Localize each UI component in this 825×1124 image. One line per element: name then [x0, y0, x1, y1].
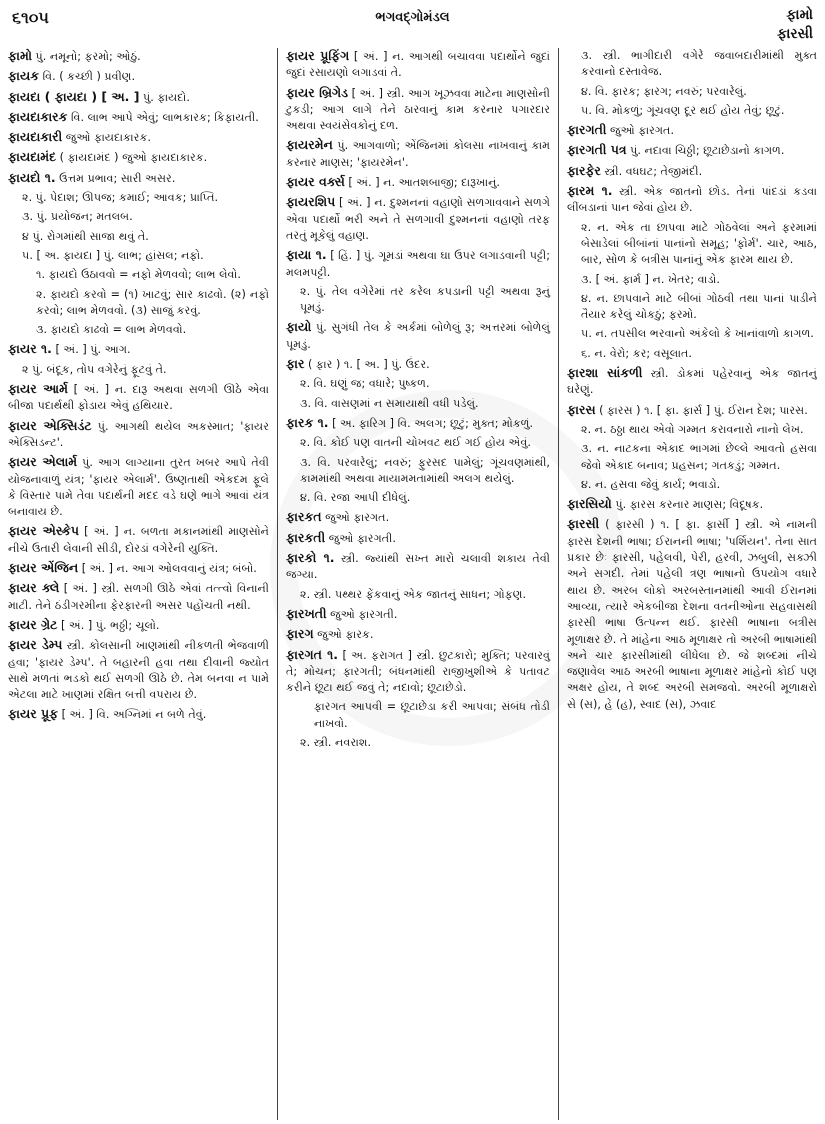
- entry-headword: ફાયો: [286, 319, 312, 335]
- dictionary-entry: [286, 455, 550, 488]
- entry-headword: ફાયદાકારી: [8, 129, 63, 145]
- entry-headword: ફાયર ૧.: [8, 341, 52, 357]
- entry-definition: જુઓ ફારક.: [313, 628, 374, 642]
- entry-definition: જુઓ ફારગતી.: [325, 531, 396, 545]
- dictionary-entry: [286, 550, 550, 584]
- dictionary-entry: [8, 109, 269, 126]
- entry-definition: ૫. ન. તપસીલ ભરવાનો અંકેલો કે ખાનાંવાળો કાગળ.: [581, 327, 814, 341]
- entry-definition: પું. ફારસ કરનાર માણસ; વિદૂષક.: [611, 498, 764, 512]
- entry-definition: ૩. વિ. વાસણમાં ન સમાયાથી વધી પડેલું.: [300, 396, 479, 410]
- entry-definition: [ અં. ] ન. આગથી બચાવવા પદાર્થોને જુદાં જુદાં રસાયણો લગાડવાં તે.: [286, 50, 550, 80]
- dictionary-entry: [8, 129, 269, 146]
- entry-definition: [ અં. ] સ્ત્રી. આગ ખૂઝવવા માટેના માણસોની ટુકડી; આગ લાગે તેને ઠારવાનું કામ કરનાર પગારદાર અથવા સ્વયંસેવકોનું દળ.: [286, 86, 550, 133]
- dictionary-entry: [567, 220, 817, 269]
- dictionary-entry: [567, 291, 817, 324]
- entry-headword: ફાયર ડેમ્પ: [8, 637, 63, 653]
- entry-definition: ૩. સ્ત્રી. ભાગીદારી વગેરે જવાબદારીમાંથી મુક્ત કરવાનો દસ્તાવેજ.: [581, 49, 817, 79]
- dictionary-entry: [286, 490, 550, 506]
- dictionary-entry: [567, 326, 817, 342]
- entry-definition: પું. નદાવા ચિઠ્ઠી; છૂટાછેડાનો કાગળ.: [626, 144, 785, 158]
- dictionary-entry: [286, 356, 550, 373]
- entry-definition: ૩. [ અં. ફાર્મ ] ન. ખેતર; વાડો.: [581, 272, 720, 286]
- entry-definition: સ્ત્રી. કોલસાની ખાણમાંથી નીકળતી ભેજવાળી હવા; 'ફાયર ડેમ્પ'. તે બહારની હવા તથા દીવાની જ્યોત સાથે મળતાં ભડકો થઈ સળગી ઊઠે છે. તેમ બનવા ન પામે એટલા માટે ખાણમાં રક્ષિત બત્તી વપરાય છે.: [8, 639, 270, 702]
- dictionary-entry: [567, 122, 817, 139]
- entry-headword: ફાયર પ્રૂફિંગ: [286, 48, 350, 63]
- entry-headword: ફાયરમેન: [286, 137, 333, 153]
- dictionary-entry: [8, 580, 269, 614]
- entry-definition: [ અં. ] સ્ત્રી. સળગી ઊઠે એવાં તત્ત્વો વિનાની માટી. તેને ઠંડીગરમીના ફેરફારની અસર પહોંચતી નથી.: [8, 582, 269, 612]
- entry-headword: ફાયા ૧.: [286, 247, 327, 263]
- entry-definition: પું. નમૂનો; ફરમો; ઓઠું.: [31, 50, 141, 63]
- entry-headword: ફારગત ૧.: [286, 646, 338, 662]
- dictionary-entry: [567, 365, 817, 399]
- entry-definition: [ અં. ] ન. દુશ્મનનાં વહાણો સળગાવવાને સળગે એવા પદાર્થો ભરી અને તે સળગાવી દુશ્મનનાં વહાણો તરફ તરતું મૂકેલું વહાણ.: [286, 196, 550, 242]
- entry-definition: ( ફારસી ) ૧. [ ફા. ફાર્સી ] સ્ત્રી. એ નામની ફારસ દેશની ભાષા; ઈરાનની ભાષા; 'પર્શિયન'. તેના સાત પ્રકાર છેઃ ફારસી, પહેલવી, પેરી, હરવી, ઝબુલી, સક્ઝી અને સગદી. તેમાં પહેલી ત્રણ ભાષાનો ઉપયોગ વધારે થાય છે. અરબ લોકો અરબસ્તાનમાંથી આવી ઈરાનમાં આવ્યા, ત્યારે એકબીજા દેશના વતનીઓના સહવાસથી ફારસી ભાષા ઉત્પન્ન થઈ. ફારસી ભાષાના બત્રીસ મૂળાક્ષર છે. તે માંહેના આઠ મૂળાક્ષર તો અરબી ભાષામાંથી અને ચાર ફારસીમાંથી લીધેલા છે. જે શબ્દમાં નીચે જણાવેલ આઠ અરબી ભાષાના મૂળાક્ષર માંહેનો કોઈ પણ અક્ષર હોય, તે શબ્દ અરબી સમજવો. અરબી મૂળાક્ષરો સે (સ), હે (હ), સ્વાદ (સ), ઝવાદ: [567, 518, 817, 711]
- dictionary-entry: [8, 454, 269, 520]
- entry-definition: ૨. પું. તેલ વગેરેમાં તર કરેલ કપડાની પટ્ટી અથવા રૂનું પૂમડું.: [300, 284, 550, 315]
- entry-headword: ફાયર એસ્કેપ: [8, 523, 79, 539]
- entry-headword: ફામો: [8, 48, 32, 63]
- dictionary-entry: [567, 346, 817, 362]
- entry-definition: પું. સુગંધી તેલ કે અર્કમાં બોળેલું રૂ; અત્તરમાં બોળેલું પૂમડું.: [286, 321, 550, 351]
- dictionary-entry: [286, 284, 550, 317]
- entry-definition: [ અં. ] પું. આગ.: [51, 343, 131, 357]
- entry-definition: ૩. પું. પ્રયોજન; મતલબ.: [22, 210, 133, 224]
- dictionary-entry: [8, 362, 269, 378]
- entry-definition: [ અં. ] વિ. અગ્નિમાં ન બળે તેવું.: [58, 708, 207, 722]
- entry-headword: ફાયર બ્રિગેડ: [286, 84, 348, 100]
- dictionary-entry: [567, 496, 817, 513]
- dictionary-entry: [567, 183, 817, 217]
- entry-definition: ૩. ન. નાટકના એકાદ ભાગમાં છેલ્લે આવતો હસવા જેવો એકાદ બનાવ; પ્રહસન; ગતકડું; ગમ્મત.: [581, 442, 817, 472]
- entry-headword: ફાયરશિપ: [286, 194, 336, 210]
- dictionary-entry: [8, 190, 269, 206]
- entry-definition: વિ. ( કચ્છી ) પ્રવીણ.: [39, 70, 136, 84]
- entry-definition: ૧. ફાયદો ઉઠાવવો = નફો મેળવવો; લાભ લેવો.: [36, 268, 241, 282]
- dictionary-entry: [567, 477, 817, 493]
- entry-definition: પું. આગથી થયેલ અકસ્માત; 'ફાયર એક્સિડન્ટ'.: [8, 419, 269, 449]
- entry-headword: ફાયર આર્મ: [8, 381, 68, 397]
- dictionary-entry: [286, 376, 550, 392]
- page-number: ૬૧૦૫: [12, 8, 49, 27]
- dictionary-entry: [8, 287, 269, 320]
- guide-word-last: ફારસી: [776, 26, 813, 42]
- dictionary-entry: [286, 174, 550, 191]
- dictionary-entry: [286, 396, 550, 412]
- dictionary-entry: [8, 209, 269, 225]
- entry-definition: જુઓ ફારગત.: [321, 511, 390, 525]
- entry-definition: પું. આગ લાગ્યાના તુરત ખબર આપે તેવી યોજનાવાળું યંત્ર; 'ફાયર એલાર્મ'. ઉષ્ણતાથી એકદમ ફૂલે કે વિસ્તાર પામે તેવા પદાર્થની મદદ વડે ઘણે ભાગે આવાં યંત્ર બનાવાય છે.: [8, 456, 269, 519]
- dictionary-entry: [8, 560, 269, 577]
- entry-headword: ફારકતી: [286, 529, 326, 545]
- entry-definition: ૪. ન. હસવા જેવું કાર્ય; ભવાડો.: [581, 477, 721, 491]
- dictionary-entry: [567, 272, 817, 288]
- entry-headword: ફારકો ૧.: [286, 550, 335, 566]
- entry-definition: [ અ. ફારિગ ] વિ. અલગ; છૂટું; મુક્ત; મોકળું.: [328, 416, 534, 430]
- dictionary-entry: [8, 248, 269, 264]
- entry-definition: સ્ત્રી. એક જાતનો છોડ. તેનાં પાંદડાં કડવા લીંબડાનાં પાન જેવાં હોય છે.: [567, 185, 817, 215]
- entry-headword: ફારશા સાંકળી: [567, 365, 643, 381]
- dictionary-entry: [286, 699, 550, 732]
- entry-definition: ૨. પું. પેદાશ; ઊપજ; કમાઈ; આવક; પ્રાપ્તિ.: [22, 191, 219, 205]
- entry-definition: પું. ફાયદો.: [139, 90, 190, 104]
- entry-definition: ૪ પું. રોગમાંથી સાજા થવું તે.: [22, 229, 149, 243]
- entry-headword: ફાર: [286, 356, 305, 372]
- entry-definition: [ અં. ] ન. બળતા મકાનમાંથી માણસોને નીચે ઉતારી લેવાની સીડી, દોરડાં વગેરેની યુક્તિ.: [8, 525, 269, 555]
- entry-headword: ફારગતી: [567, 122, 607, 138]
- entry-definition: સ્ત્રી. જ્યાંથી સખ્ત મારો ચલાવી શકાય તેવી જગ્યા.: [286, 552, 550, 582]
- entry-definition: ( ફારસ ) ૧. [ ફા. ફાર્સ ] પું. ઈરાન દેશ; પારસ.: [595, 403, 808, 417]
- dictionary-entry: [286, 415, 550, 432]
- dictionary-entry: [567, 142, 817, 159]
- dictionary-entry: [8, 229, 269, 245]
- dictionary-entry: [286, 319, 550, 353]
- entry-definition: ફારગત આપવી = છૂટાછેડા કરી આપવા; સંબંધ તોડી નાખવો.: [314, 700, 550, 730]
- dictionary-entry: [8, 68, 269, 85]
- entry-definition: પું. આગવાળો; એંજિનમાં કોલસા નાખવાનું કામ કરનાર માણસ; 'ફાયરમેન'.: [286, 139, 550, 169]
- entry-headword: ફારસી: [567, 516, 600, 532]
- entry-headword: ફાયર પ્રૂફ: [8, 706, 59, 722]
- entry-headword: ફાયર ગ્રેટ: [8, 616, 58, 632]
- dictionary-entry: [8, 322, 269, 338]
- entry-definition: ૨. વિ. ઘણું જ; વધારે; પુષ્કળ.: [300, 377, 430, 391]
- entry-definition: [ અં. ] ન. આતશબાજી; દારૂખાનું.: [344, 176, 500, 190]
- entry-headword: ફાયદાકારક: [8, 108, 68, 124]
- dictionary-entry: [286, 626, 550, 643]
- entry-headword: ફાયદા ( ફાયદા ) [ અ. ]: [8, 88, 140, 104]
- entry-definition: વિ. લાભ આપે એવું; લાભકારક; કિફાયતી.: [67, 110, 259, 124]
- entry-headword: ફાયદામંદ: [8, 149, 57, 165]
- dictionary-entry: [8, 418, 269, 452]
- dictionary-entry: [567, 84, 817, 100]
- dictionary-entry: [286, 509, 550, 526]
- entry-definition: સ્ત્રી. વધઘટ; તેજીમંદી.: [600, 164, 703, 178]
- dictionary-entry: [286, 530, 550, 547]
- entry-definition: ૪. ન. છાપવાને માટે બીબાં ગોઠવી તથા પાનાં પાડીને તૈયાર કરેલું ચોકઠું; ફરમો.: [581, 291, 817, 322]
- entry-definition: [ અં. ] ન. દારૂ અથવા સળગી ઊઠે એવા બીજા પદાર્થથી ફોડાય એવું હથિયાર.: [8, 383, 270, 413]
- entry-definition: સ્ત્રી. ડોકમાં પહેરવાનું એક જાતનું ઘરેણું.: [567, 367, 817, 397]
- entry-headword: ફારગતી પત્ર: [567, 142, 627, 158]
- dictionary-entry: [567, 103, 817, 119]
- entry-definition: [ અ. ફરાગત ] સ્ત્રી. છુટકારો; મુક્તિ; પરવારવું તે; મોચન; ફારગતી; બંધનમાંથી રાજીખુશીએ કે પતાવટ કરીને છૂટા થઈ જવું તે; નદાવો; છૂટાછેડો.: [286, 648, 550, 695]
- entry-definition: ૨ પું. બંદૂક, તોપ વગેરેનું ફૂટવું તે.: [22, 362, 167, 376]
- entry-headword: ફારગ: [286, 626, 314, 642]
- dictionary-entry: [8, 381, 269, 415]
- entry-headword: ફાયર વર્ક્સ: [286, 174, 345, 190]
- book-title: ભગવદ્ગોમંડલ: [375, 10, 450, 25]
- entry-headword: ફારફેર: [567, 162, 601, 178]
- dictionary-entry: [286, 137, 550, 171]
- entry-definition: ઉત્તમ પ્રભાવ; સારી અસર.: [55, 171, 176, 185]
- dictionary-entry: [567, 441, 817, 474]
- entry-headword: ફારમ ૧.: [567, 183, 613, 199]
- dictionary-entry: [286, 194, 550, 244]
- dictionary-entry: [567, 402, 817, 419]
- entry-definition: ૪. વિ. ફારક; ફારગ; નવરું; પરવારેલું.: [581, 84, 747, 98]
- dictionary-entry: [8, 637, 269, 703]
- dictionary-entry: [8, 267, 269, 283]
- dictionary-entry: [567, 163, 817, 180]
- entry-definition: [ અં. ] ન. આગ ઓલવવાનું યંત્ર; બંબો.: [78, 562, 257, 576]
- entry-definition: જુઓ ફાયદાકારક.: [62, 131, 151, 145]
- dictionary-entry: [8, 523, 269, 557]
- entry-definition: ૩. ફાયદો કાઢવો = લાભ મેળવવો.: [36, 323, 187, 337]
- dictionary-entry: [286, 606, 550, 623]
- entry-definition: ૬. ન. વેરો; કર; વસૂલાત.: [581, 346, 692, 360]
- dictionary-entry: [286, 647, 550, 697]
- entry-headword: ફાયર એંજિન: [8, 560, 79, 576]
- entry-definition: ૨. ન. એક તા છાપવા માટે ગોઠવેલાં અને ફરમામાં બેસાડેલાં બીબાંનાં પાનાંનો સમૂહ; 'ફોર્મ'. ચાર, આઠ, બાર, સોળ કે બત્રીસ પાનાંનું એક ફારમ થાય છે.: [581, 220, 817, 267]
- guide-words: [777, 6, 813, 44]
- dictionary-entry: [8, 341, 269, 358]
- entry-definition: ૫. [ અ. ફાયદા ] પું. લાભ; હાંસલ; નફો.: [22, 248, 204, 262]
- entry-headword: ફાયદો ૧.: [8, 169, 56, 185]
- dictionary-entry: [286, 48, 550, 82]
- dictionary-entry: [8, 706, 269, 723]
- entry-definition: ૨. સ્ત્રી. નવરાશ.: [300, 735, 372, 749]
- dictionary-entry: [567, 48, 817, 81]
- dictionary-entry: [8, 170, 269, 187]
- dictionary-entry: [8, 617, 269, 634]
- entry-definition: ૪. વિ. રજા આપી દીધેલું.: [300, 491, 411, 505]
- column-1: [8, 48, 278, 1120]
- entry-headword: ફારસિયો: [567, 496, 612, 512]
- dictionary-entry: [8, 48, 269, 65]
- entry-headword: ફાયક: [8, 68, 40, 84]
- entry-definition: જુઓ ફારગત.: [606, 124, 675, 138]
- guide-word-first: ફામો: [786, 7, 813, 23]
- entry-headword: ફાયર એક્સિડંટ: [8, 417, 92, 433]
- entry-definition: [ હિં. ] પું. ગૂમડાં અથવા ઘા ઉપર લગાડવાની પટ્ટી; મલમપટ્ટી.: [286, 249, 550, 279]
- entry-headword: ફાયર એલાર્મ: [8, 454, 78, 470]
- column-2: [278, 48, 559, 1120]
- entry-headword: ફારખતી: [286, 605, 327, 621]
- column-3: [559, 48, 817, 1120]
- dictionary-entry: [567, 516, 817, 713]
- entry-headword: ફારકત: [286, 509, 322, 525]
- entry-definition: ૨. સ્ત્રી. પથ્થર ફેંકવાનું એક જાતનું સાધન; ગોફણ.: [300, 587, 527, 601]
- dictionary-entry: [286, 735, 550, 751]
- entry-definition: ૩. વિ. પરવારેલું; નવરું; ફુરસદ પામેલું; ગૂંચવણમાંથી, કામમાંથી અથવા માયામમતામાંથી અલગ થયેલું.: [300, 455, 550, 485]
- dictionary-entry: [567, 422, 817, 438]
- dictionary-entry: [8, 89, 269, 106]
- entry-headword: ફાયર ક્લે: [8, 580, 60, 596]
- entry-definition: ૫. વિ. મોકળું; ગૂંચવણ દૂર થઈ હોય તેવું; છૂટું.: [581, 103, 785, 117]
- entry-definition: ૨. ન. ઠઠ્ઠા થાય એવો ગમ્મત કરાવનારો નાનો લેખ.: [581, 422, 804, 436]
- entry-definition: ( ફાયદામંદ ) જુઓ ફાયદાકારક.: [56, 151, 208, 165]
- dictionary-entry: [286, 587, 550, 603]
- entry-definition: ૨. ફાયદો કરવો = (૧) ખાટવું; સાર કાઢવો. (૨) નફો કરવો; લાભ મેળવવો. (૩) સાજું કરવું.: [36, 287, 269, 317]
- entry-headword: ફારસ: [567, 401, 596, 417]
- page-header: [8, 6, 817, 48]
- dictionary-entry: [286, 435, 550, 451]
- entry-definition: જુઓ ફારગતી.: [326, 607, 398, 621]
- dictionary-entry: [286, 247, 550, 281]
- entry-definition: ( ફાર ) ૧. [ અ. ] પું. ઉંદર.: [304, 358, 430, 372]
- entry-definition: ૨. વિ. કોઈ પણ વાતની ચોખવટ થઈ ગઈ હોય એવું.: [300, 436, 531, 450]
- entry-definition: [ અં. ] પું. ભઠ્ઠી; ચૂલો.: [57, 618, 160, 632]
- dictionary-entry: [8, 149, 269, 166]
- columns: [8, 48, 817, 1120]
- dictionary-entry: [286, 85, 550, 135]
- entry-headword: ફારક ૧.: [286, 414, 329, 430]
